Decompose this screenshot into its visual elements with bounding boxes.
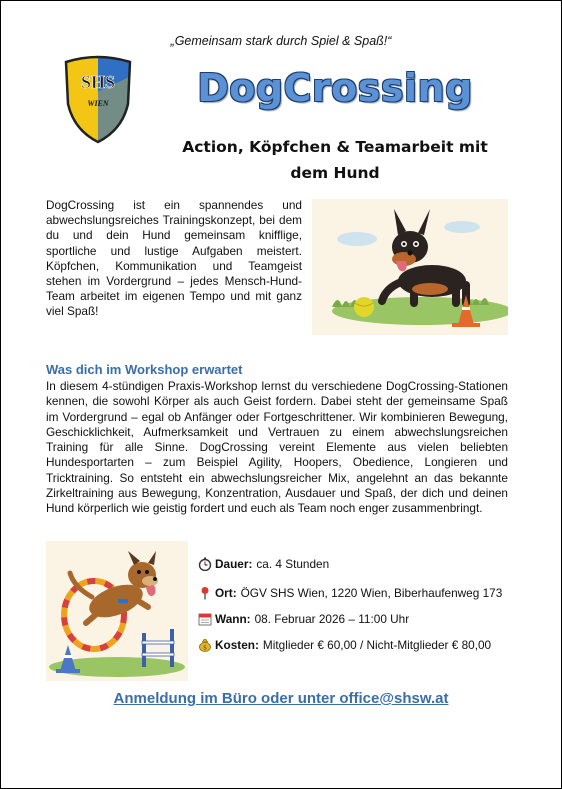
svg-text:WIEN: WIEN [87,99,109,108]
detail-duration [198,557,329,571]
detail-cost-label: Kosten: [215,638,259,652]
doberman-illustration [312,199,508,335]
intro-paragraph: DogCrossing ist ein spannendes und abwechslungsreiches Trainingskonzept, bei dem du und dein Hund gemeinsam knifflige, sportliche und lustige Aufgaben meistert. Köpfchen, Kommunikation und Teamgeist stehen im Vordergrund – jedes Mensch-Hund-Team arbeitet im eigenen Tempo und mit ganz viel Spaß! [46,198,302,319]
detail-location [198,586,502,600]
headline-line-2: dem Hund [290,164,380,182]
detail-cost [198,638,491,652]
detail-location-value: ÖGV SHS Wien, 1220 Wien, Biberhaufenweg 173 [240,586,503,600]
jumping-dog-illustration [46,541,188,681]
detail-location-label: Ort: [215,586,237,600]
detail-date-value: 08. Februar 2026 – 11:00 Uhr [254,612,410,626]
svg-text:$: $ [203,644,207,652]
shs-wien-logo [60,54,136,144]
workshop-description: In diesem 4-stündigen Praxis-Workshop lernst du verschiedene DogCrossing-Stationen kennen, die sowohl Körper als auch Geist fordern. Dabei steht der gemeinsame Spaß im Vordergrund – egal ob Anfänger oder Fortgeschrittener. Wir kombinieren Bewegung, Geschicklichkeit, Aufmerksamkeit und Vertrauen zu einem abwechslungsreichen Training für alle Sinne. DogCrossing vereint Elemente aus vielen beliebten Hundesportarten – zum Beispiel Agility, Hoopers, Obedience, Longieren und Tricktraining. So entsteht ein abwechslungsreicher Mix, angelehnt an das bekannte Zirkeltraining aus Bewegung, Konzentration, Ausdauer und Spaß, der dich und deinen Hund körperlich wie geistig fordert und euch als Team noch enger zusammenbringt. [46,379,508,516]
headline [160,134,510,186]
svg-text:SHS: SHS [80,72,116,92]
detail-duration-label: Dauer: [215,557,253,571]
slogan: „Gemeinsam stark durch Spiel & Spaß!“ [170,34,392,48]
registration-link[interactable]: Anmeldung im Büro oder unter office@shsw.at [113,690,449,707]
money-bag-icon [198,638,212,652]
detail-duration-value: ca. 4 Stunden [256,557,330,571]
calendar-icon [198,612,212,626]
detail-date-label: Wann: [215,612,251,626]
detail-cost-value: Mitglieder € 60,00 / Nicht-Mitglieder € 80,00 [262,638,492,652]
section-title: Was dich im Workshop erwartet [46,362,243,377]
brand-title: DogCrossing [197,66,473,110]
stopwatch-icon [198,557,212,571]
headline-line-1: Action, Köpfchen & Teamarbeit mit [182,138,488,156]
location-pin-icon [198,586,212,600]
detail-date [198,612,409,626]
